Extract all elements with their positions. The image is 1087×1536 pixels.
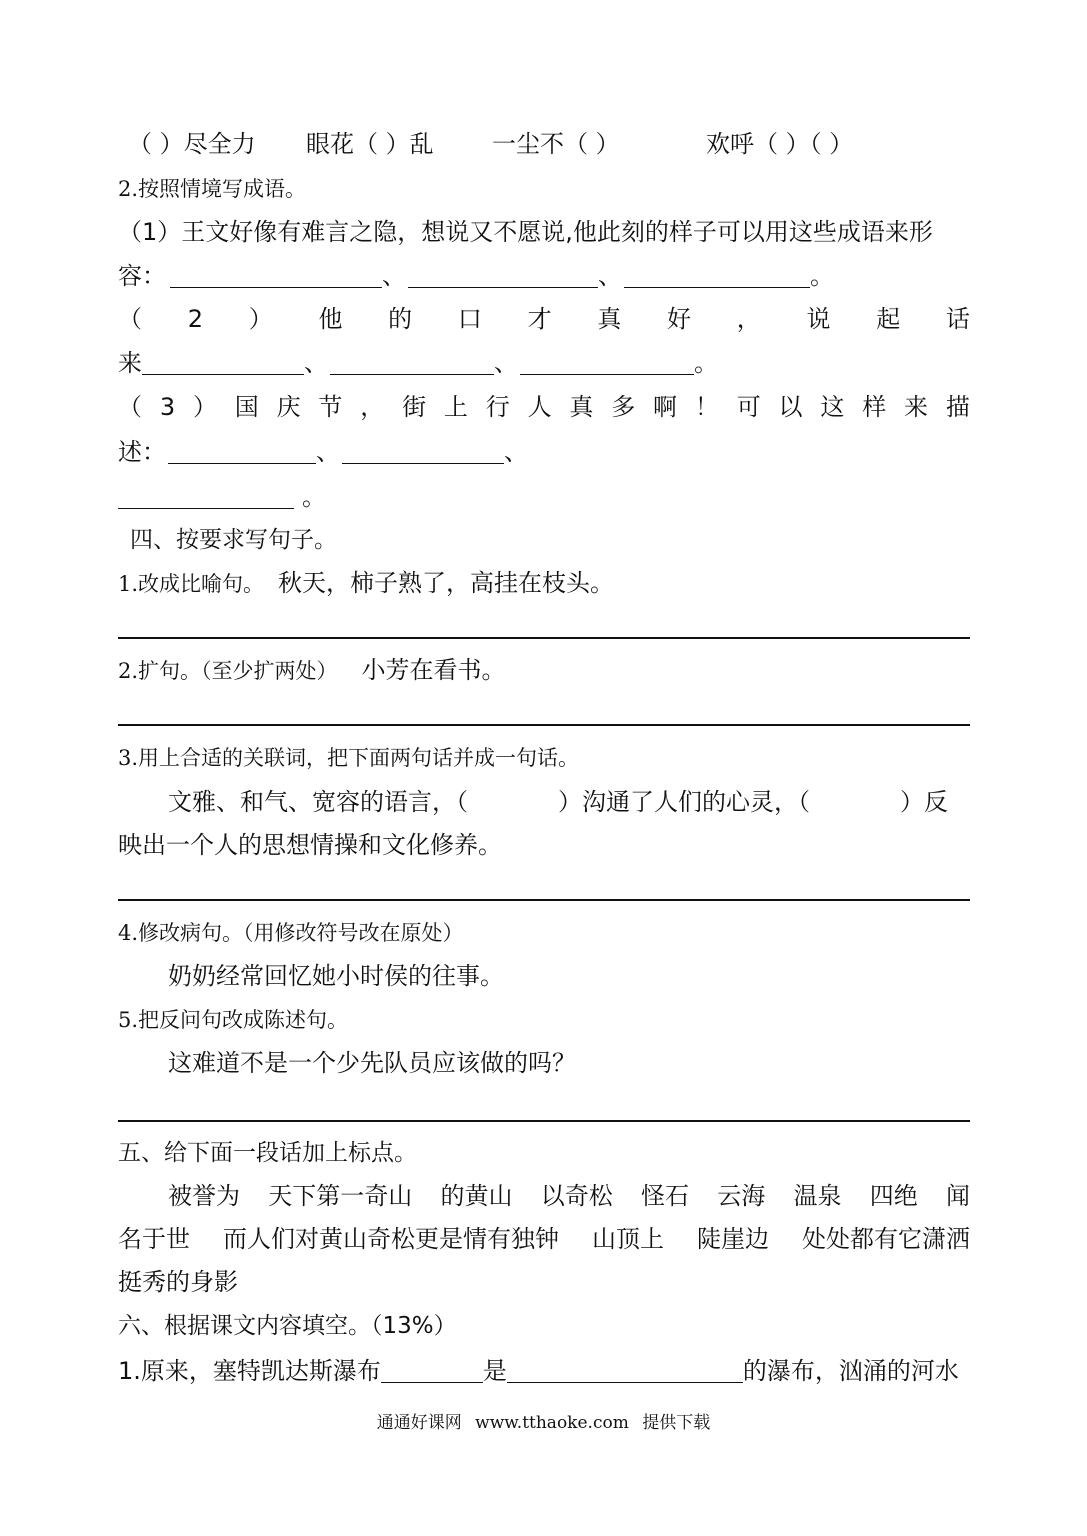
answer-blank[interactable] [381, 1360, 483, 1383]
s4-q1-answer-line[interactable] [118, 637, 970, 639]
idiom-item: （ ）尽全力 [128, 130, 256, 158]
s4-q2: 2.扩句。（至少扩两处） 小芳在看书。 [118, 656, 506, 684]
s4-q4-label: 4.修改病句。（用修改符号改在原处） [118, 921, 464, 945]
context-2-text: （ 2 ） 他 的 口 才 真 好 ， 说 起 话 [118, 305, 970, 333]
answer-blank[interactable] [507, 1360, 743, 1383]
answer-blank[interactable] [342, 441, 504, 464]
context-3-answer-line-cont: 。 [118, 481, 970, 513]
context-2-answer-line: 来 、 、 。 [118, 349, 718, 377]
s4-q3-text: 文雅、和气、宽容的语言，（ ）沟通了人们的心灵，（ ）反 [168, 788, 948, 816]
answer-blank[interactable] [142, 352, 304, 375]
page-footer [0, 1408, 1087, 1433]
s4-q4-text: 奶奶经常回忆她小时侯的往事。 [168, 962, 504, 990]
answer-blank[interactable] [624, 265, 810, 288]
s5-passage-line-1: 被誉为 天下第一奇山 的黄山 以奇松 怪石 云海 温泉 四绝 闻 [168, 1182, 970, 1210]
context-1-text: （1）王文好像有难言之隐，想说又不愿说,他此刻的样子可以用这些成语来形 [118, 218, 933, 246]
s4-q5-label: 5.把反问句改成陈述句。 [118, 1008, 349, 1032]
s4-q1: 1.改成比喻句。 秋天，柿子熟了，高挂在枝头。 [118, 569, 615, 597]
section-5-heading: 五、给下面一段话加上标点。 [118, 1140, 417, 1166]
s4-q3-answer-line[interactable] [118, 899, 970, 901]
idiom-item: 欢呼（ ）（ ） [706, 130, 854, 158]
answer-blank[interactable] [170, 265, 382, 288]
answer-blank[interactable] [118, 486, 294, 509]
s4-q5-answer-line[interactable] [118, 1120, 970, 1122]
s5-passage-line-3: 挺秀的身影 [118, 1268, 238, 1296]
section-6-heading: 六、根据课文内容填空。（13%） [118, 1313, 457, 1339]
footer-site-name: 通通好课网 [376, 1413, 462, 1433]
context-3-answer-line: 述： 、 、 [118, 438, 528, 466]
section-4-heading: 四、按要求写句子。 [130, 527, 337, 553]
s6-q1: 1.原来，塞特凯达斯瀑布 是 的瀑布，汹涌的河水 [118, 1357, 959, 1385]
idiom-item: 眼花（ ）乱 [306, 130, 434, 158]
answer-blank[interactable] [520, 352, 694, 375]
context-3-text: （ 3 ） 国 庆 节 ， 街 上 行 人 真 多 啊 ！ 可 以 这 样 来 描 [118, 393, 970, 421]
s4-q2-answer-line[interactable] [118, 724, 970, 726]
s4-q3-label: 3.用上合适的关联词，把下面两句话并成一句话。 [118, 746, 580, 770]
question-heading: 2.按照情境写成语。 [118, 177, 307, 201]
idiom-fill-line [128, 128, 980, 160]
s5-passage-line-2: 名于世 而人们对黄山奇松更是情有独钟 山顶上 陡崖边 处处都有它潇洒 [118, 1225, 970, 1253]
s4-q5-text: 这难道不是一个少先队员应该做的吗？ [168, 1049, 576, 1077]
context-1-answer-line: 容： 、 、 。 [118, 262, 834, 290]
footer-note: 提供下载 [642, 1413, 711, 1433]
idiom-item: 一尘不（ ） [492, 130, 620, 158]
answer-blank[interactable] [408, 265, 598, 288]
s4-q3-text-cont: 映出一个人的思想情操和文化修养。 [118, 831, 502, 859]
footer-url[interactable]: www.tthaoke.com [475, 1413, 629, 1433]
answer-blank[interactable] [330, 352, 494, 375]
answer-blank[interactable] [168, 441, 316, 464]
